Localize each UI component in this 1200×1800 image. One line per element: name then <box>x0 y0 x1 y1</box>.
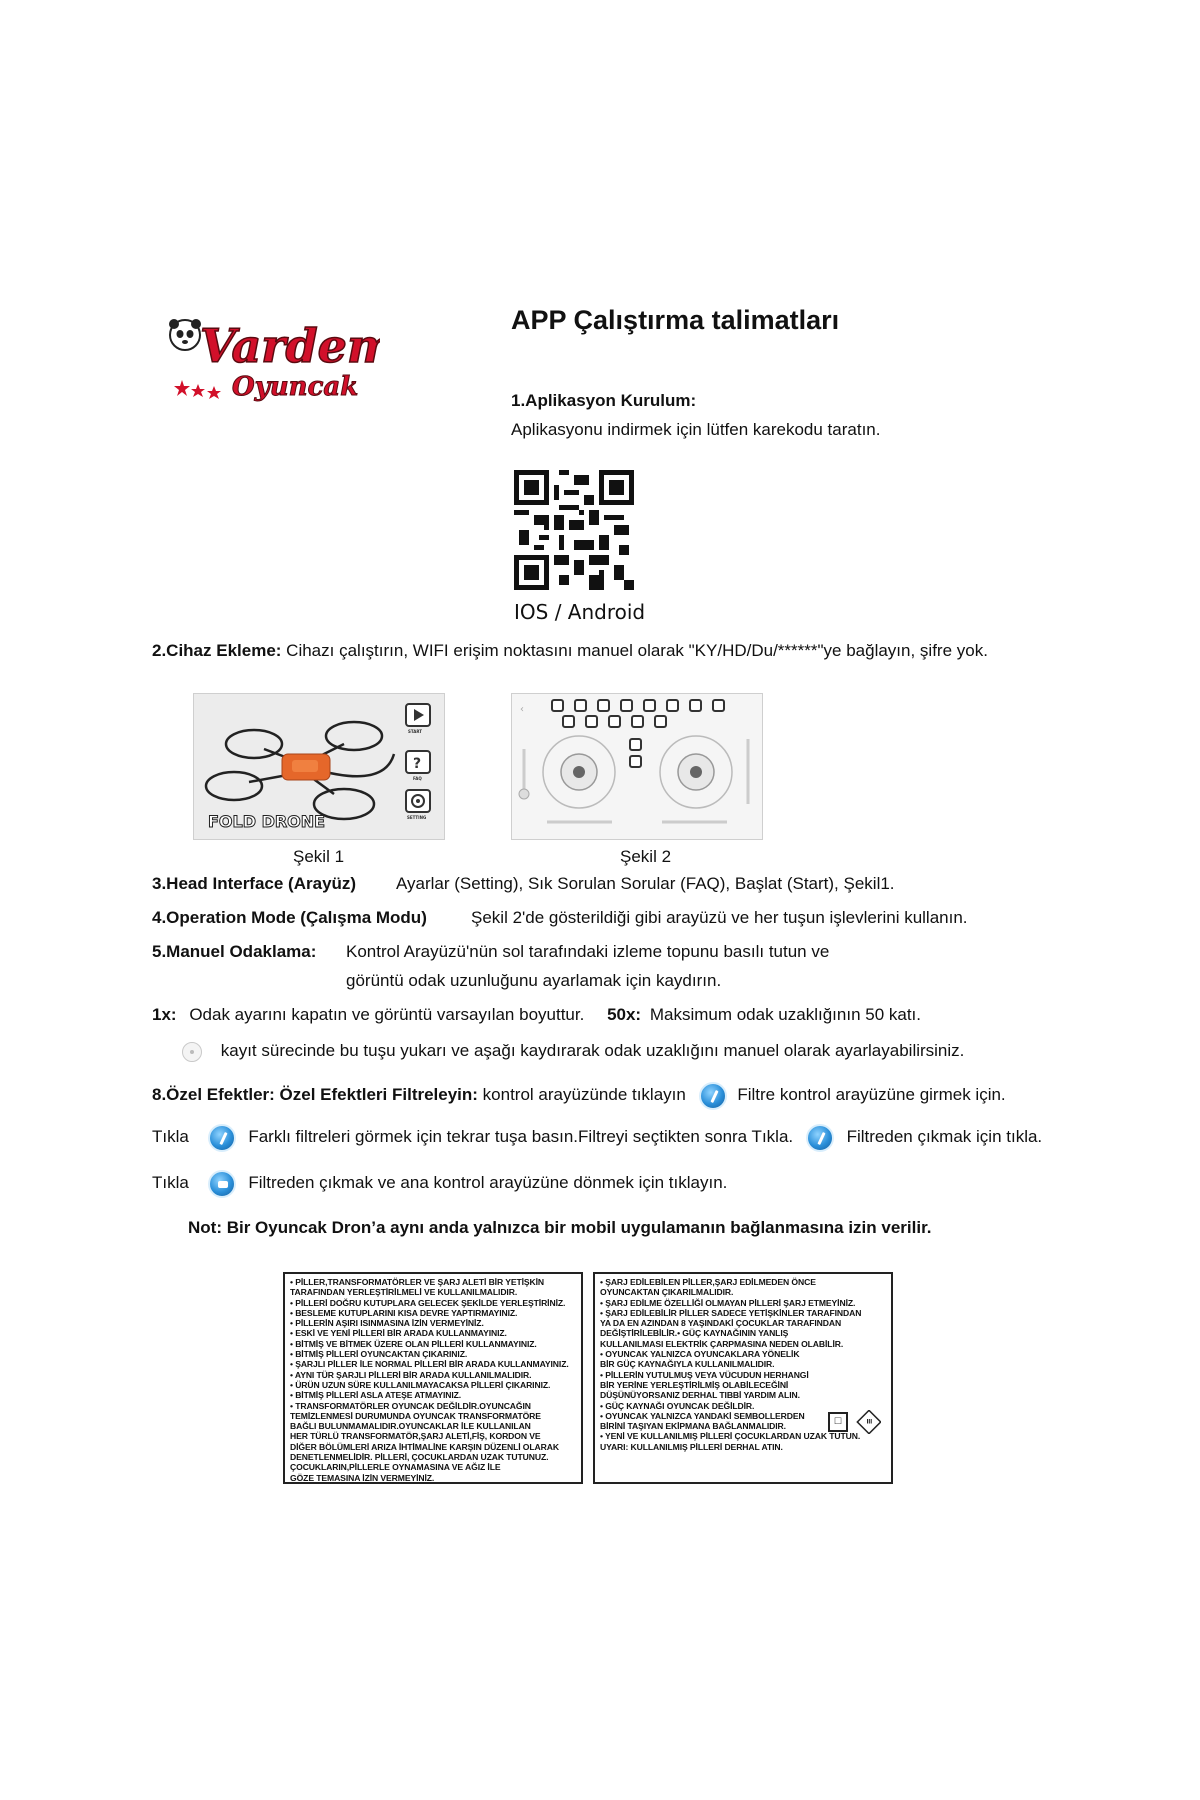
logo-subtext: Oyuncak <box>232 372 359 402</box>
warning-left-line: TEMİZLENMESİ DURUMUNDA OYUNCAK TRANSFORMATÖRE <box>290 1410 541 1421</box>
class-3-symbol: III <box>856 1410 881 1434</box>
zoom-50x-text: Maksimum odak uzaklığının 50 katı. <box>649 1005 922 1024</box>
section3-heading: 3.Head Interface (Arayüz) <box>152 874 357 893</box>
warning-right-line: • ŞARJ EDİLEBİLEN PİLLER,ŞARJ EDİLMEDEN ÖNCE <box>600 1277 816 1287</box>
warning-left-line: • ŞARJLI PİLLER İLE NORMAL PİLLERİ BİR ARADA KULLANMAYINIZ. <box>290 1359 569 1370</box>
section8-line1 <box>152 1080 1006 1110</box>
fold-drone-text: FOLD DRONE <box>208 812 326 831</box>
section2-text: Cihazı çalıştırın, WIFI erişim noktasını manuel olarak "KY/HD/Du/******"ye bağlayın, şifre yok. <box>281 641 988 660</box>
faq-label: FAQ <box>413 776 422 781</box>
section4-heading: 4.Operation Mode (Çalışma Modu) <box>152 908 427 927</box>
logo-text: Vardem <box>200 319 380 373</box>
zoom-50x-label: 50x: <box>607 1005 642 1024</box>
section2-heading: 2.Cihaz Ekleme: <box>152 641 282 660</box>
section5-heading: 5.Manuel Odaklama: <box>152 942 317 961</box>
section8-text-b: Filtre kontrol arayüzüne girmek için. <box>737 1085 1006 1104</box>
warning-left-line: • ÜRÜN UZUN SÜRE KULLANILMAYACAKSA PİLLERİ ÇIKARINIZ. <box>290 1379 551 1390</box>
warning-left-line: • PİLLER,TRANSFORMATÖRLER VE ŞARJ ALETİ BİR YETİŞKİN <box>290 1277 545 1287</box>
zoom-slider-line <box>182 1040 964 1062</box>
warning-left-line: DİĞER BÖLÜMLERİ ARIZA İHTİMALİNE KARŞIN DÜZENLİ OLARAK <box>290 1441 559 1452</box>
warning-right-line: OYUNCAKTAN ÇIKARILMALIDIR. <box>600 1287 734 1298</box>
section8-line3 <box>152 1168 727 1198</box>
warning-left-line: DENETLENMELİDİR. PİLLERİ, ÇOCUKLARDAN UZAK TUTUNUZ. <box>290 1452 549 1463</box>
section8-row3-b: Filtreden çıkmak ve ana kontrol arayüzüne dönmek için tıklayın. <box>248 1173 728 1192</box>
figure-1-home-interface <box>193 693 445 840</box>
warning-left-line: • PİLLERİ DOĞRU KUTUPLARA GELECEK ŞEKİLDE YERLEŞTİRİNİZ. <box>290 1297 566 1308</box>
zoom-1x-label: 1x: <box>152 1005 177 1024</box>
zoom-line <box>152 1004 921 1026</box>
warning-left-line: • BİTMİŞ PİLLERİ ASLA ATEŞE ATMAYINIZ. <box>290 1390 462 1401</box>
warning-left-line: ÇOCUKLARIN,PİLLERLE OYNAMASINA VE AĞIZ İLE <box>290 1462 501 1473</box>
svg-text:?: ? <box>413 756 422 772</box>
warning-left-line: • ESKİ VE YENİ PİLLERİ BİR ARADA KULLANMAYINIZ. <box>290 1328 507 1339</box>
qr-code[interactable] <box>514 470 634 590</box>
warning-right-line: • OYUNCAK YALNIZCA OYUNCAKLARA YÖNELİK <box>600 1349 800 1360</box>
figure-2-control-interface <box>511 693 763 840</box>
warning-right-line: • PİLLERİN YUTULMUŞ VEYA VÜCUDUN HERHANGİ <box>600 1369 809 1380</box>
section8-row2-a: Tıkla <box>152 1127 189 1146</box>
brand-logo <box>160 300 380 415</box>
warning-right-line: • ŞARJ EDİLME ÖZELLİĞİ OLMAYAN PİLLERİ ŞARJ ETMEYİNİZ. <box>600 1297 856 1308</box>
section8-line2 <box>152 1122 1042 1152</box>
section4-text: Şekil 2'de gösterildiği gibi arayüzü ve her tuşun işlevlerini kullanın. <box>471 908 968 927</box>
warning-left-line: • PİLLERİN AŞIRI ISINMASINA İZİN VERMEYİNİZ. <box>290 1318 484 1329</box>
warning-left-line: HER TÜRLÜ TRANSFORMATÖR,ŞARJ ALETİ,FİŞ, KORDON VE <box>290 1431 541 1442</box>
page-title: APP Çalıştırma talimatları <box>511 305 840 335</box>
warning-left-line: BAĞLI BULUNMAMALIDIR.OYUNCAKLAR İLE KULLANILAN <box>290 1421 531 1432</box>
figure-1-caption: Şekil 1 <box>293 847 345 866</box>
filter-icon[interactable] <box>699 1082 727 1110</box>
warning-left-line: • BESLEME KUTUPLARINI KISA DEVRE YAPTIRMAYINIZ. <box>290 1307 518 1318</box>
zoom-slider-icon <box>182 1042 202 1062</box>
section5-line1: Kontrol Arayüzü'nün sol tarafındaki izleme topunu basılı tutun ve <box>346 942 830 961</box>
warning-right-line: • YENİ VE KULLANILMIŞ PİLLERİ ÇOCUKLARDAN UZAK TUTUN. <box>600 1431 861 1442</box>
zoom-1x-text: Odak ayarını kapatın ve görüntü varsayılan boyuttur. <box>189 1005 585 1024</box>
warning-right-line: UYARI: KULLANILMIŞ PİLLERİ DERHAL ATIN. <box>600 1441 783 1452</box>
battery-warning-left <box>283 1272 583 1484</box>
section8-text-a: kontrol arayüzünde tıklayın <box>477 1085 686 1104</box>
section8-row3-a: Tıkla <box>152 1173 189 1192</box>
warning-left-line: • BİTMİŞ VE BİTMEK ÜZERE OLAN PİLLERİ KULLANMAYINIZ. <box>290 1338 537 1349</box>
qr-platform-label: IOS / Android <box>514 600 646 624</box>
class-2-symbol: □ <box>828 1412 848 1432</box>
warning-right-line: • GÜÇ KAYNAĞI OYUNCAK DEĞİLDİR. <box>600 1400 755 1411</box>
filter-exit-icon[interactable] <box>806 1124 834 1152</box>
section2-line <box>152 640 988 662</box>
start-label: START <box>408 729 423 734</box>
warning-right-line: BİRİNİ TAŞIYAN EKİPMANA BAĞLANMALIDIR. <box>600 1421 786 1432</box>
warning-right-line: YA DA EN AZINDAN 8 YAŞINDAKİ ÇOCUKLAR TARAFINDAN <box>600 1318 842 1329</box>
section1-text: Aplikasyonu indirmek için lütfen karekodu taratın. <box>511 420 881 439</box>
warning-right-line: KULLANILMASI ELEKTRİK ÇARPMASINA NEDEN OLABİLİR. <box>600 1338 844 1349</box>
warning-left-line: GÖZE TEMASINA İZİN VERMEYİNİZ. <box>290 1472 435 1483</box>
section8-heading: 8.Özel Efektler: Özel Efektleri Filtreleyin: <box>152 1085 478 1104</box>
back-to-main-icon[interactable] <box>208 1170 236 1198</box>
warning-left-line: • AYNI TÜR ŞARJLI PİLLERİ BİR ARADA KULLANILMALIDIR. <box>290 1369 532 1380</box>
figure-2-caption: Şekil 2 <box>620 847 672 866</box>
section8-row2-c: Filtreden çıkmak için tıkla. <box>846 1127 1043 1146</box>
warning-right-line: BİR YERİNE YERLEŞTİRİLMİŞ OLABİLECEĞİNİ <box>600 1379 789 1390</box>
warning-right-line: • ŞARJ EDİLEBİLİR PİLLER SADECE YETİŞKİNLER TARAFINDAN <box>600 1307 862 1318</box>
section5-line2: görüntü odak uzunluğunu ayarlamak için kaydırın. <box>346 971 722 990</box>
warning-right-line: DÜŞÜNÜYORSANIZ DERHAL TIBBİ YARDIM ALIN. <box>600 1390 800 1401</box>
warning-left-line: • BİTMİŞ PİLLERİ OYUNCAKTAN ÇIKARINIZ. <box>290 1349 468 1360</box>
warning-right-line: DEĞİŞTİRİLEBİLİR.• GÜÇ KAYNAĞININ YANLIŞ <box>600 1328 789 1339</box>
warning-right-line: • OYUNCAK YALNIZCA YANDAKİ SEMBOLLERDEN <box>600 1410 805 1421</box>
warning-left-line: TARAFINDAN YERLEŞTİRİLMELİ VE KULLANILMALIDIR. <box>290 1287 518 1298</box>
warning-right-line: BİR GÜÇ KAYNAĞIYLA KULLANILMALIDIR. <box>600 1359 775 1370</box>
battery-warning-right <box>593 1272 893 1484</box>
zoom-slider-text: kayıt sürecinde bu tuşu yukarı ve aşağı kaydırarak odak uzaklığını manuel olarak ayarlayabilirsiniz. <box>220 1041 965 1060</box>
setting-label: SETTING <box>407 815 427 820</box>
electrical-class-symbols <box>828 1410 881 1434</box>
note: Not: Bir Oyuncak Dron’a aynı anda yalnızca bir mobil uygulamanın bağlanmasına izin verilir. <box>188 1218 932 1237</box>
section8-row2-b: Farklı filtreleri görmek için tekrar tuşa basın.Filtreyi seçtikten sonra Tıkla. <box>248 1127 794 1146</box>
filter-next-icon[interactable] <box>208 1124 236 1152</box>
section1-heading: 1.Aplikasyon Kurulum: <box>511 391 697 410</box>
section3-text: Ayarlar (Setting), Sık Sorulan Sorular (FAQ), Başlat (Start), Şekil1. <box>396 874 895 893</box>
warning-left-line: • TRANSFORMATÖRLER OYUNCAK DEĞİLDİR.OYUNCAĞIN <box>290 1400 531 1411</box>
svg-text:‹: ‹ <box>520 704 524 715</box>
